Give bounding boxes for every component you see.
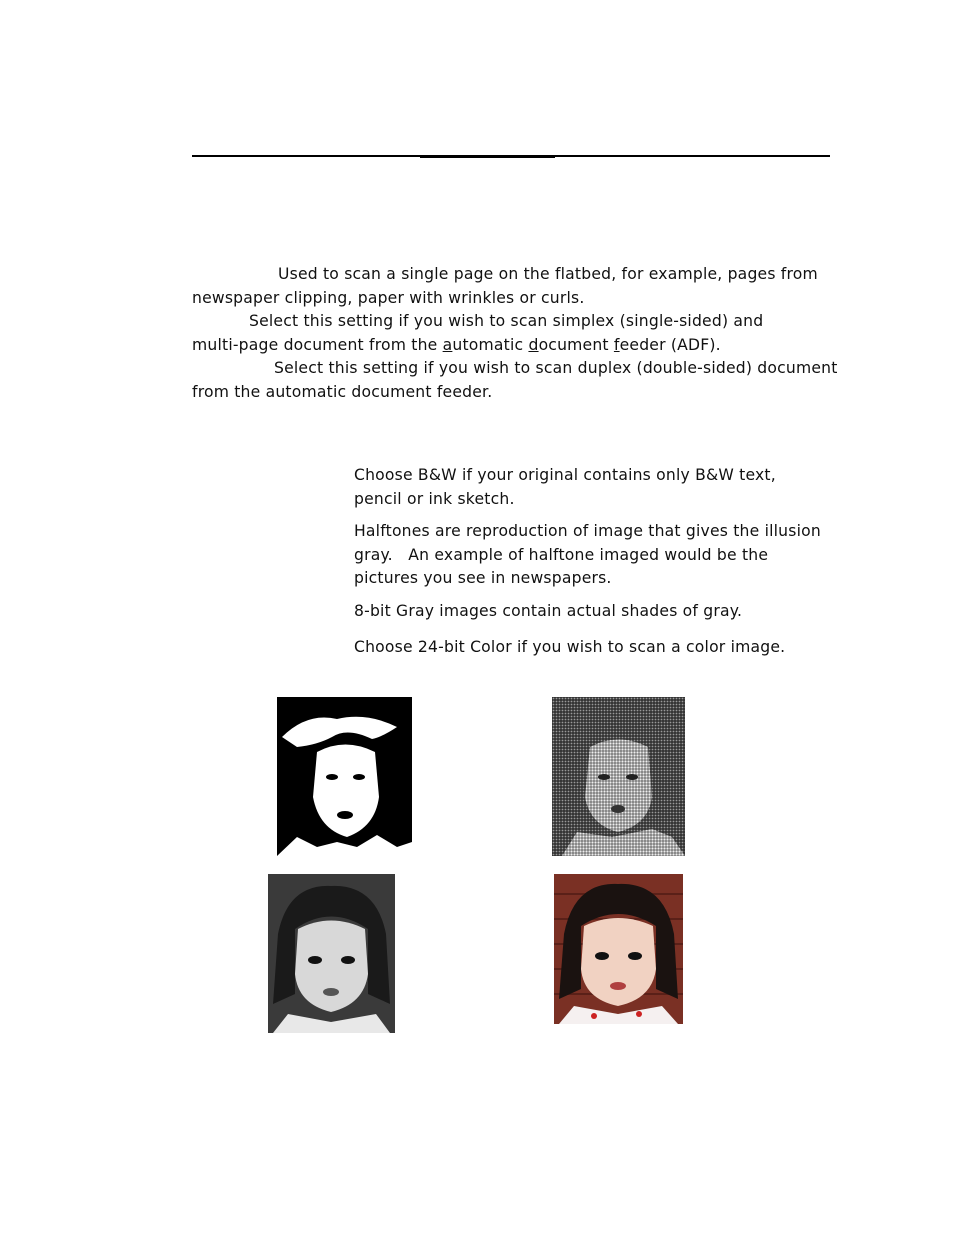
underlined-letter: d	[528, 335, 539, 354]
color-description: Choose 24-bit Color if you wish to scan a color image.	[354, 638, 786, 656]
color-portrait-image	[554, 874, 683, 1024]
halftone-portrait-image	[552, 697, 685, 856]
text-fragment: utomatic	[452, 335, 529, 354]
bw-description	[354, 464, 824, 511]
bw-portrait-image	[277, 697, 412, 856]
header-rule-accent	[420, 155, 555, 158]
adf-front-description	[192, 310, 842, 357]
halftone-description	[354, 520, 824, 591]
adf-duplex-line-2: from the automatic document feeder.	[192, 382, 493, 401]
gray-portrait-image	[268, 874, 395, 1033]
flatbed-line-2: newspaper clipping, paper with wrinkles or curls.	[192, 288, 585, 307]
underlined-letter: a	[442, 335, 453, 354]
bw-line-1: Choose B&W if your original contains only B&W text,	[354, 466, 776, 484]
gray-description: 8-bit Gray images contain actual shades of gray.	[354, 602, 743, 620]
adf-duplex-line-1: Select this setting if you wish to scan duplex (double-sided) document	[274, 359, 838, 377]
flatbed-line-1: Used to scan a single page on the flatbed, for example, pages from	[278, 265, 818, 283]
adf-front-line-1: Select this setting if you wish to scan simplex (single-sided) and	[249, 312, 764, 330]
text-fragment: ocument	[538, 335, 614, 354]
halftone-line-3: pictures you see in newspapers.	[354, 569, 612, 587]
flatbed-description	[192, 263, 842, 310]
bw-line-2: pencil or ink sketch.	[354, 489, 515, 508]
halftone-line-1: Halftones are reproduction of image that gives the illusion	[354, 522, 821, 540]
adf-front-line-2: multi-page document from the	[192, 335, 443, 354]
text-fragment: eeder (ADF).	[619, 335, 721, 354]
adf-duplex-description	[192, 357, 842, 404]
underlined-letter: f	[613, 335, 620, 354]
halftone-line-2: gray. An example of halftone imaged would be the	[354, 545, 769, 564]
